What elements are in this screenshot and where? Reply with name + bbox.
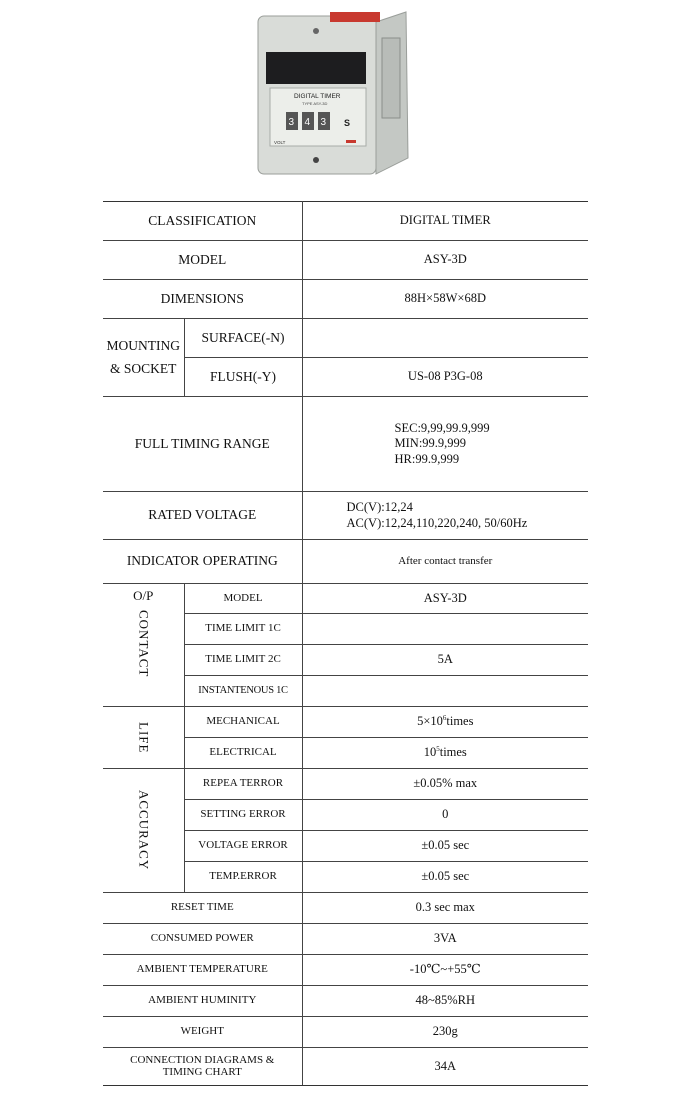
row-value: 3VA: [302, 924, 588, 955]
row-label: INSTANTENOUS 1C: [184, 676, 302, 707]
row-label: MECHANICAL: [184, 707, 302, 738]
row-value: $5\times 10^6times$: [302, 707, 588, 738]
row-label: AMBIENT HUMINITY: [103, 986, 302, 1017]
row-value: 0: [302, 800, 588, 831]
row-label: AMBIENT TEMPERATURE: [103, 955, 302, 986]
row-value: [302, 614, 588, 645]
row-label: FLUSH(-Y): [184, 358, 302, 397]
table-row: [103, 893, 588, 924]
table-row: [103, 492, 588, 540]
table-row: [103, 241, 588, 280]
row-value: -10℃~+55℃: [302, 955, 588, 986]
row-label: FULL TIMING RANGE: [103, 397, 302, 492]
row-label: INDICATOR OPERATING: [103, 540, 302, 584]
row-label: MODEL: [103, 241, 302, 280]
row-label: CONSUMED POWER: [103, 924, 302, 955]
row-value: 34A: [302, 1048, 588, 1086]
table-row: [103, 540, 588, 584]
row-value: [302, 319, 588, 358]
table-row: [103, 986, 588, 1017]
row-label: VOLTAGE ERROR: [184, 831, 302, 862]
unit-letter: S: [344, 118, 351, 128]
table-row: [103, 1048, 588, 1086]
table-row: [103, 1017, 588, 1048]
row-label: SETTING ERROR: [184, 800, 302, 831]
accuracy-group-label: ACCURACY: [103, 769, 184, 893]
row-label: RESET TIME: [103, 893, 302, 924]
table-row: [103, 955, 588, 986]
row-value: 88H×58W×68D: [302, 280, 588, 319]
spec-table: [103, 201, 588, 1086]
table-row: [103, 397, 588, 492]
row-value: US-08 P3G-08: [302, 358, 588, 397]
row-value: 5A: [302, 645, 588, 676]
svg-text:4: 4: [304, 117, 311, 128]
row-label: MODEL: [184, 584, 302, 614]
row-label: REPEA TERROR: [184, 769, 302, 800]
volt-label: VOLT: [274, 140, 286, 145]
op-contact-group-label: O/P CONTACT: [103, 584, 184, 707]
panel-label: DIGITAL TIMER: [294, 93, 341, 100]
row-value: After contact transfer: [302, 540, 588, 584]
row-value: DC(V):12,24 AC(V):12,24,110,220,240, 50/60Hz: [302, 492, 588, 540]
row-value: SEC:9,99,99.9,999 MIN:99.9,999 HR:99.9,999: [302, 397, 588, 492]
row-value: 0.3 sec max: [302, 893, 588, 924]
table-row: [103, 319, 588, 358]
row-value: ASY-3D: [302, 584, 588, 614]
digit-wheels: [286, 112, 330, 130]
row-value: ±0.05 sec: [302, 831, 588, 862]
life-group-label: LIFE: [103, 707, 184, 769]
svg-text:3: 3: [320, 117, 327, 128]
row-label: WEIGHT: [103, 1017, 302, 1048]
table-row: [103, 280, 588, 319]
row-label: CLASSIFICATION: [103, 202, 302, 241]
table-row: [103, 202, 588, 241]
row-value: ±0.05% max: [302, 769, 588, 800]
digital-timer-product-image: [254, 8, 412, 178]
row-value: ±0.05 sec: [302, 862, 588, 893]
row-value: $10^5times$: [302, 738, 588, 769]
table-row: [103, 924, 588, 955]
row-label: RATED VOLTAGE: [103, 492, 302, 540]
row-value: [302, 676, 588, 707]
row-label: CONNECTION DIAGRAMS & TIMING CHART: [103, 1048, 302, 1086]
row-label: SURFACE(-N): [184, 319, 302, 358]
row-label: DIMENSIONS: [103, 280, 302, 319]
row-value: 230g: [302, 1017, 588, 1048]
table-row: [103, 769, 588, 800]
row-value: ASY-3D: [302, 241, 588, 280]
mounting-group-label: MOUNTING & SOCKET: [103, 319, 184, 397]
panel-type: TYPE ASY-3D: [302, 101, 328, 106]
row-label: TEMP.ERROR: [184, 862, 302, 893]
row-value: DIGITAL TIMER: [302, 202, 588, 241]
row-label: ELECTRICAL: [184, 738, 302, 769]
row-value: 48~85%RH: [302, 986, 588, 1017]
row-label: TIME LIMIT 2C: [184, 645, 302, 676]
table-row: [103, 707, 588, 738]
table-row: [103, 584, 588, 614]
svg-text:3: 3: [288, 117, 295, 128]
row-label: TIME LIMIT 1C: [184, 614, 302, 645]
